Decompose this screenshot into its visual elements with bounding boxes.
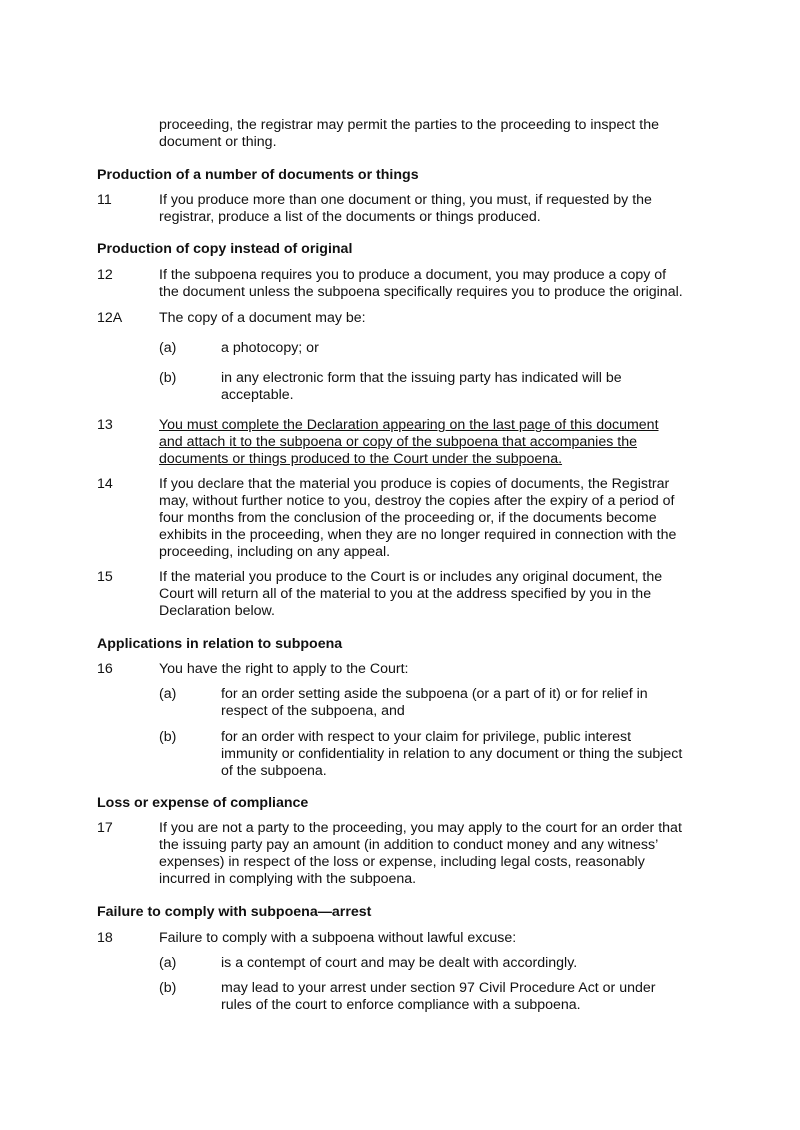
- text-line: registrar, produce a list of the documents or things produced.: [159, 209, 541, 225]
- paragraph-number-13: 13: [97, 417, 113, 433]
- text-line: Declaration below.: [159, 603, 275, 619]
- item-label-12a-b: (b): [159, 370, 177, 386]
- text-line: If you produce more than one document or thing, you must, if requested by the: [159, 192, 652, 208]
- text-line: four months from the conclusion of the proceeding or, if the documents become: [159, 510, 657, 526]
- paragraph-12a-text: [159, 310, 719, 327]
- paragraph-18-text: [159, 930, 719, 947]
- paragraph-12-text: [159, 267, 719, 301]
- item-text-12a-b: [221, 370, 716, 404]
- text-line: If the subpoena requires you to produce a document, you may produce a copy of: [159, 267, 667, 283]
- paragraph-number-12a: 12A: [97, 310, 123, 326]
- paragraph-number-14: 14: [97, 476, 113, 492]
- paragraph-13-text: [159, 417, 719, 468]
- text-line: may lead to your arrest under section 97 Civil Procedure Act or under: [221, 980, 656, 996]
- section-heading-failure: Failure to comply with subpoena—arrest: [97, 904, 372, 920]
- text-line: If you declare that the material you produce is copies of documents, the Registrar: [159, 476, 670, 492]
- section-heading-loss-expense: Loss or expense of compliance: [97, 795, 309, 811]
- text-line: acceptable.: [221, 387, 294, 403]
- text-line: documents or things produced to the Court under the subpoena.: [159, 451, 563, 467]
- text-line: respect of the subpoena, and: [221, 703, 405, 719]
- text-line: for an order setting aside the subpoena (or a part of it) or for relief in: [221, 686, 648, 702]
- paragraph-number-17: 17: [97, 820, 113, 836]
- paragraph-16-text: [159, 661, 719, 678]
- text-line: If the material you produce to the Court is or includes any original document, the: [159, 569, 663, 585]
- text-line: incurred in complying with the subpoena.: [159, 871, 417, 887]
- item-text-18-b: [221, 980, 716, 1014]
- item-label-12a-a: (a): [159, 340, 177, 356]
- text-line: The copy of a document may be:: [159, 310, 366, 326]
- paragraph-11-text: [159, 192, 719, 226]
- text-line: may, without further notice to you, destroy the copies after the expiry of a period of: [159, 493, 675, 509]
- section-heading-production-copy: Production of copy instead of original: [97, 241, 353, 257]
- text-line: the issuing party pay an amount (in addition to conduct money and any witness’: [159, 837, 659, 853]
- text-line: rules of the court to enforce compliance with a subpoena.: [221, 997, 581, 1013]
- text-line: If you are not a party to the proceeding, you may apply to the court for an order that: [159, 820, 682, 836]
- text-line: Court will return all of the material to you at the address specified by you in the: [159, 586, 652, 602]
- item-text-18-a: [221, 955, 716, 972]
- text-line: for an order with respect to your claim for privilege, public interest: [221, 729, 632, 745]
- text-line: expenses) in respect of the loss or expense, including legal costs, reasonably: [159, 854, 645, 870]
- text-line: exhibits in the proceeding, when they are no longer required in connection with the: [159, 527, 677, 543]
- item-text-16-b: [221, 729, 716, 780]
- item-label-18-a: (a): [159, 955, 177, 971]
- text-line: You have the right to apply to the Court:: [159, 661, 409, 677]
- text-line: a photocopy; or: [221, 340, 319, 356]
- text-line: proceeding, the registrar may permit the parties to the proceeding to inspect the: [159, 117, 659, 133]
- text-line: immunity or confidentiality in relation to any document or thing the subject: [221, 746, 683, 762]
- paragraph-number-12: 12: [97, 267, 113, 283]
- text-line: the document unless the subpoena specifically requires you to produce the original.: [159, 284, 683, 300]
- text-line: of the subpoena.: [221, 763, 327, 779]
- paragraph-number-15: 15: [97, 569, 113, 585]
- paragraph-17-text: [159, 820, 719, 888]
- text-line: document or thing.: [159, 134, 277, 150]
- paragraph-14-text: [159, 476, 719, 561]
- text-line: You must complete the Declaration appearing on the last page of this document: [159, 417, 659, 433]
- section-heading-production-number: Production of a number of documents or things: [97, 167, 419, 183]
- item-text-16-a: [221, 686, 716, 720]
- paragraph-number-16: 16: [97, 661, 113, 677]
- continuation-paragraph: [159, 117, 719, 151]
- text-line: is a contempt of court and may be dealt with accordingly.: [221, 955, 578, 971]
- text-line: and attach it to the subpoena or copy of the subpoena that accompanies the: [159, 434, 637, 450]
- item-text-12a-a: [221, 340, 716, 357]
- item-label-16-a: (a): [159, 686, 177, 702]
- text-line: proceeding, including on any appeal.: [159, 544, 391, 560]
- paragraph-15-text: [159, 569, 719, 620]
- item-label-16-b: (b): [159, 729, 177, 745]
- item-label-18-b: (b): [159, 980, 177, 996]
- text-line: in any electronic form that the issuing party has indicated will be: [221, 370, 622, 386]
- section-heading-applications: Applications in relation to subpoena: [97, 636, 343, 652]
- paragraph-number-18: 18: [97, 930, 113, 946]
- paragraph-number-11: 11: [97, 192, 112, 208]
- text-line: Failure to comply with a subpoena without lawful excuse:: [159, 930, 517, 946]
